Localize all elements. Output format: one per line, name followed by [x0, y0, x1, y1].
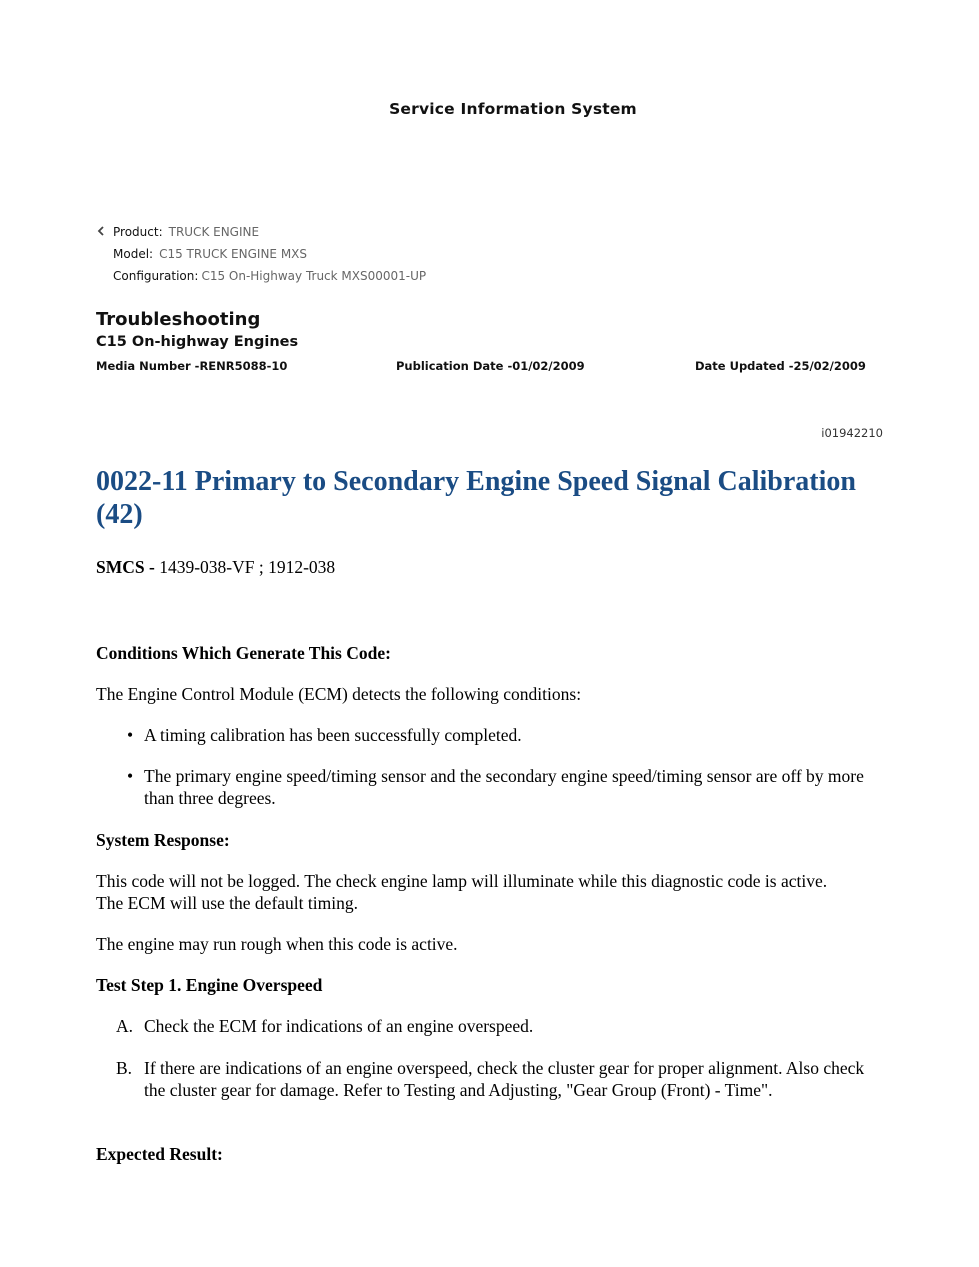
smcs-line — [96, 556, 886, 578]
configuration-label: Configuration: — [113, 269, 199, 283]
document-id: i01942210 — [821, 426, 883, 440]
step-marker-b: B. — [116, 1058, 133, 1078]
test-step-1-heading: Test Step 1. Engine Overspeed — [96, 975, 323, 995]
conditions-heading: Conditions Which Generate This Code: — [96, 643, 391, 663]
back-arrow-icon[interactable] — [96, 225, 106, 237]
system-title: Service Information System — [389, 100, 637, 118]
document-subtitle: C15 On-highway Engines — [96, 334, 299, 350]
page-title: 0022-11 Primary to Secondary Engine Speed Signal Calibration (42) — [96, 466, 856, 530]
date-updated: Date Updated -25/02/2009 — [695, 359, 866, 373]
step-marker-a: A. — [116, 1016, 134, 1036]
publication-date: Publication Date -01/02/2009 — [396, 359, 585, 373]
configuration-value: C15 On-Highway Truck MXS00001-UP — [201, 269, 427, 283]
step-item-b: If there are indications of an engine overspeed, check the cluster gear for proper alignment. Also check the cluster gear for damage. Refer to Testing and Adjusting, "Gear Group (Front) - Time". — [144, 1058, 865, 1100]
bullet-marker: • — [127, 725, 134, 745]
model-row — [113, 247, 307, 261]
configuration-row — [113, 269, 426, 283]
product-value: TRUCK ENGINE — [168, 225, 260, 239]
product-row — [113, 225, 259, 239]
condition-item: The primary engine speed/timing sensor and the secondary engine speed/timing sensor are off by more than three degrees. — [144, 766, 864, 808]
expected-result-heading: Expected Result: — [96, 1144, 223, 1164]
bullet-marker: • — [127, 766, 134, 786]
step-item-a: Check the ECM for indications of an engine overspeed. — [144, 1016, 534, 1036]
conditions-intro: The Engine Control Module (ECM) detects the following conditions: — [96, 684, 582, 704]
condition-item: A timing calibration has been successfully completed. — [144, 725, 522, 745]
smcs-value: 1439-038-VF ; 1912-038 — [154, 557, 336, 577]
smcs-label: SMCS - — [96, 557, 155, 577]
document-type: Troubleshooting — [96, 309, 261, 330]
system-response-heading: System Response: — [96, 830, 230, 850]
model-label: Model: — [113, 247, 154, 261]
system-response-text: This code will not be logged. The check engine lamp will illuminate while this diagnostic code is active. The ECM will use the default timing. — [96, 871, 828, 913]
model-value: C15 TRUCK ENGINE MXS — [159, 247, 308, 261]
engine-rough-text: The engine may run rough when this code is active. — [96, 934, 458, 954]
product-label: Product: — [113, 225, 163, 239]
media-number: Media Number -RENR5088-10 — [96, 359, 288, 373]
